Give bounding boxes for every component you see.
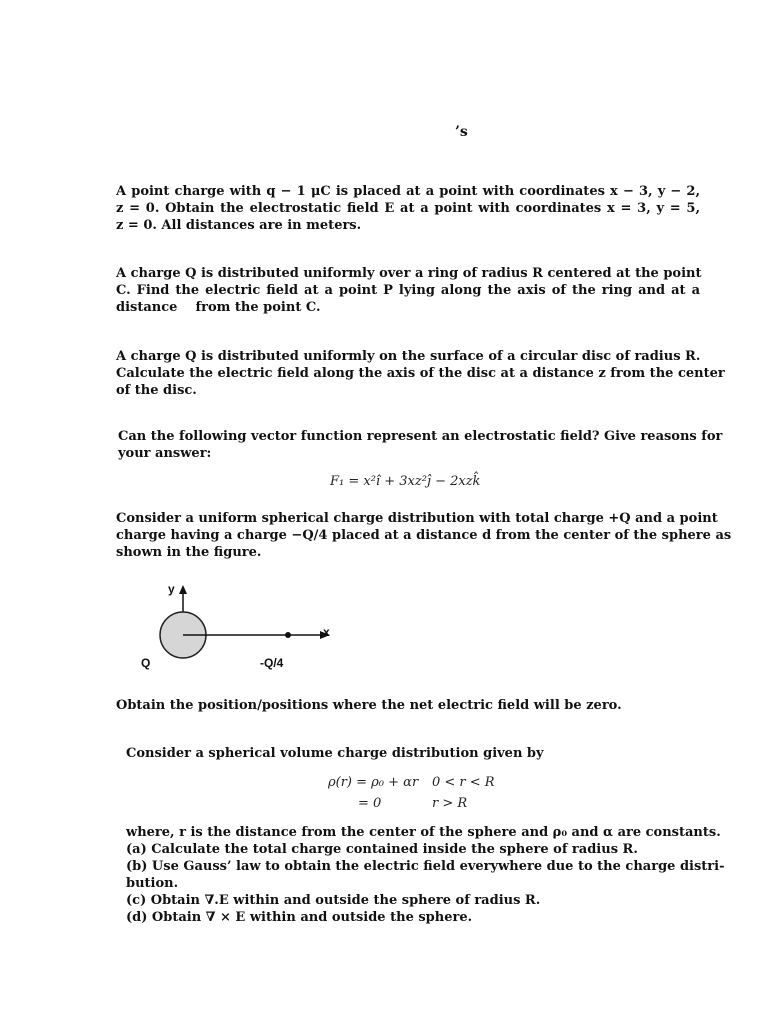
problem-1 xyxy=(116,183,700,234)
problem-6-line-2: (a) Calculate the total charge contained inside the sphere of radius R. xyxy=(126,842,638,857)
problem-5-line-1: Consider a uniform spherical charge distribution with total charge +Q and a point xyxy=(116,511,718,526)
problem-2-line-3: distance from the point C. xyxy=(116,300,321,315)
problem-4 xyxy=(118,428,723,462)
problem-5-line-3: shown in the figure. xyxy=(116,545,262,560)
problem-6-line-3: (b) Use Gauss’ law to obtain the electric field everywhere due to the charge distri- xyxy=(126,859,725,874)
page-header-mark: ’s xyxy=(455,124,468,140)
y-axis-arrowhead xyxy=(179,585,187,594)
problem-6-line-5: (c) Obtain ∇.E within and outside the sphere of radius R. xyxy=(126,893,541,908)
problem-3 xyxy=(116,348,725,399)
problem-1-line-3: z = 0. All distances are in meters. xyxy=(116,218,362,233)
problem-3-line-2: Calculate the electric field along the axis of the disc at a distance z from the center xyxy=(116,366,725,381)
sphere-charge-label: Q xyxy=(141,656,151,670)
problem-4-line-1: Can the following vector function represent an electrostatic field? Give reasons for xyxy=(118,429,723,444)
equation-row-1-rhs: 0 < r < R xyxy=(432,775,495,790)
equation-row-2-rhs: r > R xyxy=(432,796,468,811)
problem-5-question-text: Obtain the position/positions where the net electric field will be zero. xyxy=(116,698,622,713)
problem-1-line-1: A point charge with q − 1 μC is placed at a point with coordinates x − 3, y − 2, xyxy=(116,184,700,199)
problem-6-line-1: where, r is the distance from the center of the sphere and ρ₀ and α are constants. xyxy=(126,825,721,840)
problem-2-line-2: C. Find the electric field at a point P lying along the axis of the ring and at a xyxy=(116,283,700,298)
problem-6-intro-text: Consider a spherical volume charge distribution given by xyxy=(126,746,544,761)
equation-row-2 xyxy=(328,793,495,814)
point-charge-dot xyxy=(285,632,291,638)
problem-4-equation: F₁ = x²î + 3xz²ĵ − 2xzk̂ xyxy=(330,474,481,489)
problem-4-line-2: your answer: xyxy=(118,446,212,461)
problem-6-intro xyxy=(126,745,696,762)
problem-1-line-2: z = 0. Obtain the electrostatic field E at a point with coordinates x = 3, y = 5, xyxy=(116,201,700,216)
equation-row-2-lhs: = 0 xyxy=(358,796,382,811)
problem-3-line-3: of the disc. xyxy=(116,383,197,398)
problem-5-question xyxy=(116,697,700,714)
equation-row-1 xyxy=(328,772,495,793)
problem-3-line-1: A charge Q is distributed uniformly on the surface of a circular disc of radius R. xyxy=(116,349,701,364)
charge-density-equation xyxy=(328,772,495,814)
point-charge-label: -Q/4 xyxy=(260,656,284,670)
problem-6-body xyxy=(126,824,725,926)
problem-6-line-6: (d) Obtain ∇ × E within and outside the sphere. xyxy=(126,910,473,925)
problem-6-line-4: bution. xyxy=(126,876,179,891)
equation-row-1-lhs: ρ(r) = ρ₀ + αr xyxy=(328,775,419,790)
x-axis-label: x xyxy=(323,625,330,639)
charge-figure xyxy=(140,580,350,680)
problem-5 xyxy=(116,510,732,561)
problem-5-line-2: charge having a charge −Q/4 placed at a distance d from the center of the sphere as xyxy=(116,528,732,543)
y-axis-label: y xyxy=(168,582,175,596)
problem-2 xyxy=(116,265,700,316)
problem-2-line-1: A charge Q is distributed uniformly over a ring of radius R centered at the point xyxy=(116,266,702,281)
